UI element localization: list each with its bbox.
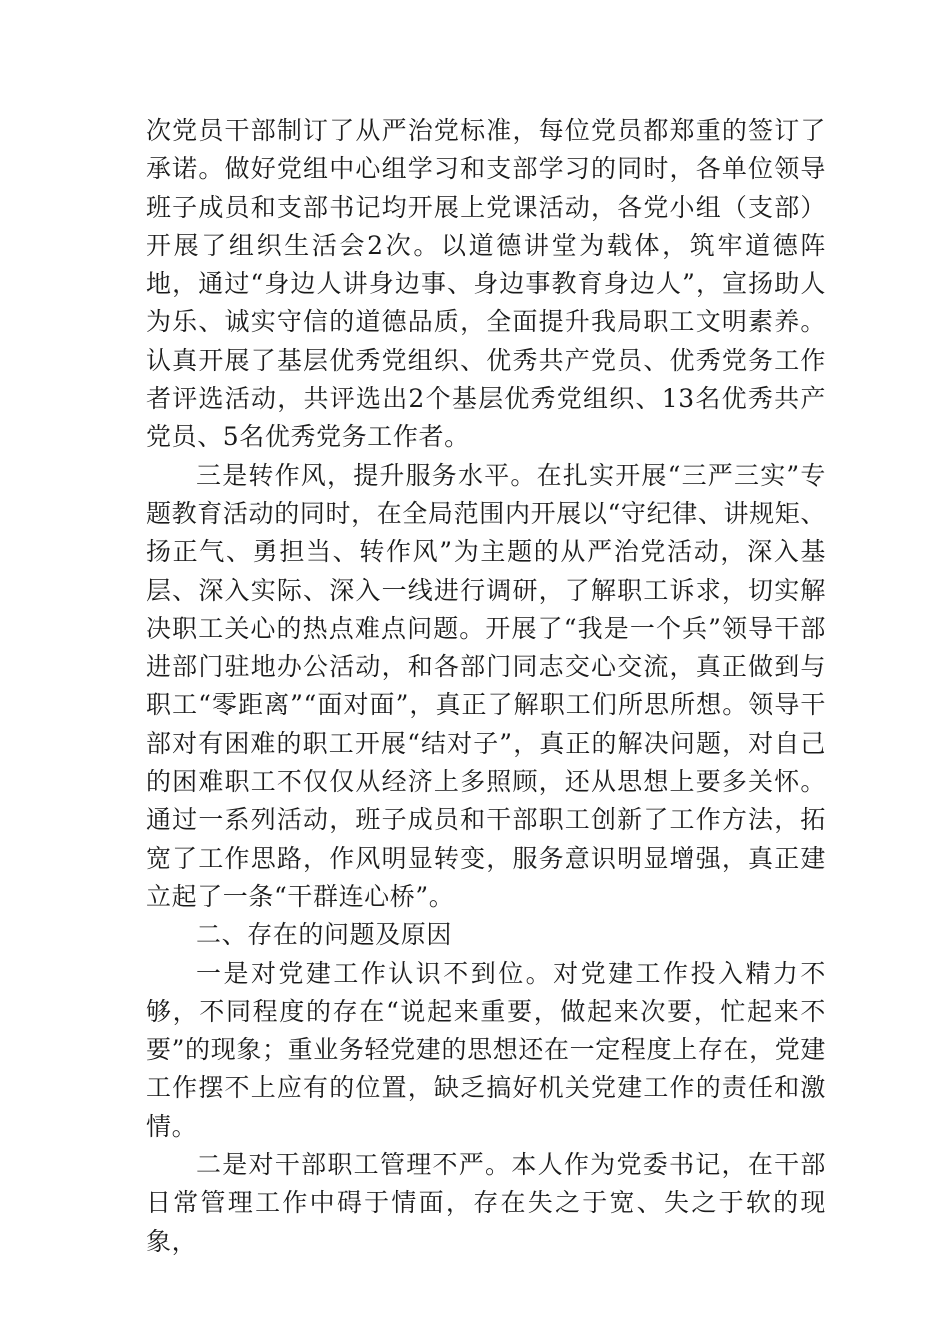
- paragraph-style-improvement: 三是转作风，提升服务水平。在扎实开展“三严三实”专题教育活动的同时，在全局范围内开展以“守纪律、讲规矩、扬正气、勇担当、转作风”为主题的从严治党活动，深入基层、深入实际、深入一线进行调研，了解职工诉求，切实解决职工关心的热点难点问题。开展了“我是一个兵”领导干部进部门驻地办公活动，和各部门同志交心交流，真正做到与职工“零距离”“面对面”，真正了解职工们所思所想。领导干部对有困难的职工开展“结对子”，真正的解决问题，对自己的困难职工不仅仅从经济上多照顾，还从思想上要多关怀。通过一系列活动，班子成员和干部职工创新了工作方法，拓宽了工作思路，作风明显转变，服务意识明显增强，真正建立起了一条“干群连心桥”。: [146, 460, 826, 911]
- paragraph-problem-one: 一是对党建工作认识不到位。对党建工作投入精力不够，不同程度的存在“说起来重要，做起来次要，忙起来不要”的现象；重业务轻党建的思想还在一定程度上存在，党建工作摆不上应有的位置，缺乏搞好机关党建工作的责任和激情。: [146, 958, 826, 1141]
- paragraph-continuation: 次党员干部制订了从严治党标准，每位党员都郑重的签订了承诺。做好党组中心组学习和支部学习的同时，各单位领导班子成员和支部书记均开展上党课活动，各党小组（支部）开展了组织生活会2次。以道德讲堂为载体，筑牢道德阵地，通过“身边人讲身边事、身边事教育身边人”，宣扬助人为乐、诚实守信的道德品质，全面提升我局职工文明素养。认真开展了基层优秀党组织、优秀共产党员、优秀党务工作者评选活动，共评选出2个基层优秀党组织、13名优秀共产党员、5名优秀党务工作者。: [146, 116, 826, 452]
- document-body: [146, 112, 826, 1261]
- paragraph-problem-two: 二是对干部职工管理不严。本人作为党委书记，在干部日常管理工作中碍于情面，存在失之于宽、失之于软的现象，: [146, 1150, 826, 1256]
- section-heading-problems: 二、存在的问题及原因: [196, 920, 453, 950]
